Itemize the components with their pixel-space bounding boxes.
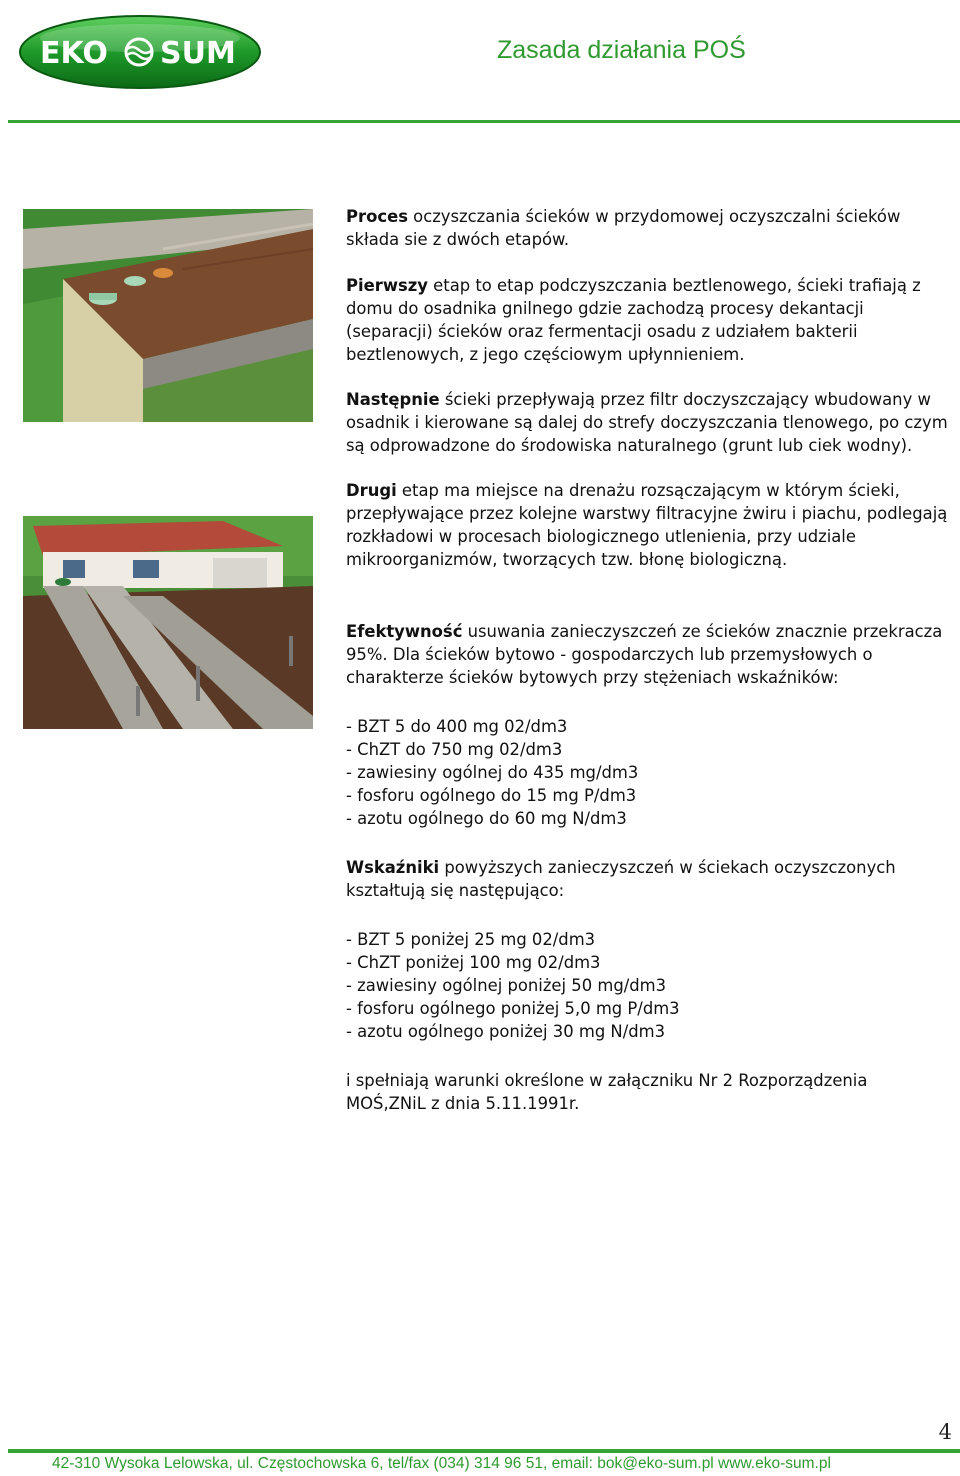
intro-lead: Proces [346,207,408,226]
stage-one-text: etap to etap podczyszczania beztlenowego, ścieki trafiają z domu do osadnika gnilnego gdzie zachodzą procesy dekantacji (separacji) ścieków oraz fermentacji osadu z udziałem bakterii beztlenowych, z jego częściowym upłynnieniem. [346,276,921,364]
indicators-lead: Wskaźniki [346,858,440,877]
indicators-paragraph [346,856,946,902]
next-step-text: ścieki przepływają przez filtr doczyszczający wbudowany w osadnik i kierowane są dalej do strefy doczyszczania tlenowego, po czym są odprowadzone do środowiska naturalnego (grunt lub ciek wodny). [346,390,948,455]
next-step-lead: Następnie [346,390,440,409]
footer-contact: 42-310 Wysoka Lelowska, ul. Częstochowska 6, tel/fax (034) 314 96 51, email: bok@eko-sum.pl www.eko-sum.pl [52,1455,831,1472]
stage-two-text: etap ma miejsce na drenażu rozsączającym w którym ścieki, przepływające przez kolejne warstwy filtracyjne żwiru i piachu, podlegają rozkładowi w procesach biologicznego utlenienia, przy udziale mikroorganizmów, tworzących tzw. błonę biologiczną. [346,481,948,569]
stage-two-lead: Drugi [346,481,397,500]
list-item: - ChZT poniżej 100 mg 02/dm3 [346,953,601,972]
company-logo [18,14,262,90]
efficiency-text: usuwania zanieczyszczeń ze ścieków znacznie przekracza 95%. Dla ścieków bytowo - gospodarczych lub przemysłowych o charakterze ścieków bytowych przy stężeniach wskaźników: [346,622,943,687]
page-number: 4 [938,1420,952,1444]
list-item: - zawiesiny ogólnej do 435 mg/dm3 [346,763,639,782]
list-item: - BZT 5 poniżej 25 mg 02/dm3 [346,930,596,949]
intro-text: oczyszczania ścieków w przydomowej oczyszczalni ścieków składa sie z dwóch etapów. [346,207,901,249]
stage-one-lead: Pierwszy [346,276,428,295]
inflow-limits-list [346,715,638,830]
outflow-limits-list [346,928,680,1043]
efficiency-lead: Efektywność [346,622,463,641]
logo-text-left: EKO [40,36,108,71]
septic-tank-illustration [23,209,313,422]
list-item: - BZT 5 do 400 mg 02/dm3 [346,717,568,736]
drainage-field-illustration [23,516,313,729]
stage-one-paragraph [346,274,946,366]
next-step-paragraph [346,388,958,457]
list-item: - fosforu ogólnego poniżej 5,0 mg P/dm3 [346,999,680,1018]
list-item: - fosforu ogólnego do 15 mg P/dm3 [346,786,637,805]
list-item: - ChZT do 750 mg 02/dm3 [346,740,563,759]
stage-two-paragraph [346,479,958,571]
page-title: Zasada działania POŚ [497,36,746,64]
indicators-text: powyższych zanieczyszczeń w ściekach oczyszczonych kształtują się następująco: [346,858,896,900]
list-item: - azotu ogólnego poniżej 30 mg N/dm3 [346,1022,666,1041]
logo-text-right: SUM [160,36,236,71]
footer-divider [8,1449,960,1453]
closing-paragraph: i spełniają warunki określone w załączniku Nr 2 Rozporządzenia MOŚ,ZNiL z dnia 5.11.1991r. [346,1071,868,1113]
intro-paragraph [346,205,946,251]
list-item: - azotu ogólnego do 60 mg N/dm3 [346,809,627,828]
efficiency-paragraph [346,620,958,689]
list-item: - zawiesiny ogólnej poniżej 50 mg/dm3 [346,976,667,995]
header-divider [8,120,960,123]
